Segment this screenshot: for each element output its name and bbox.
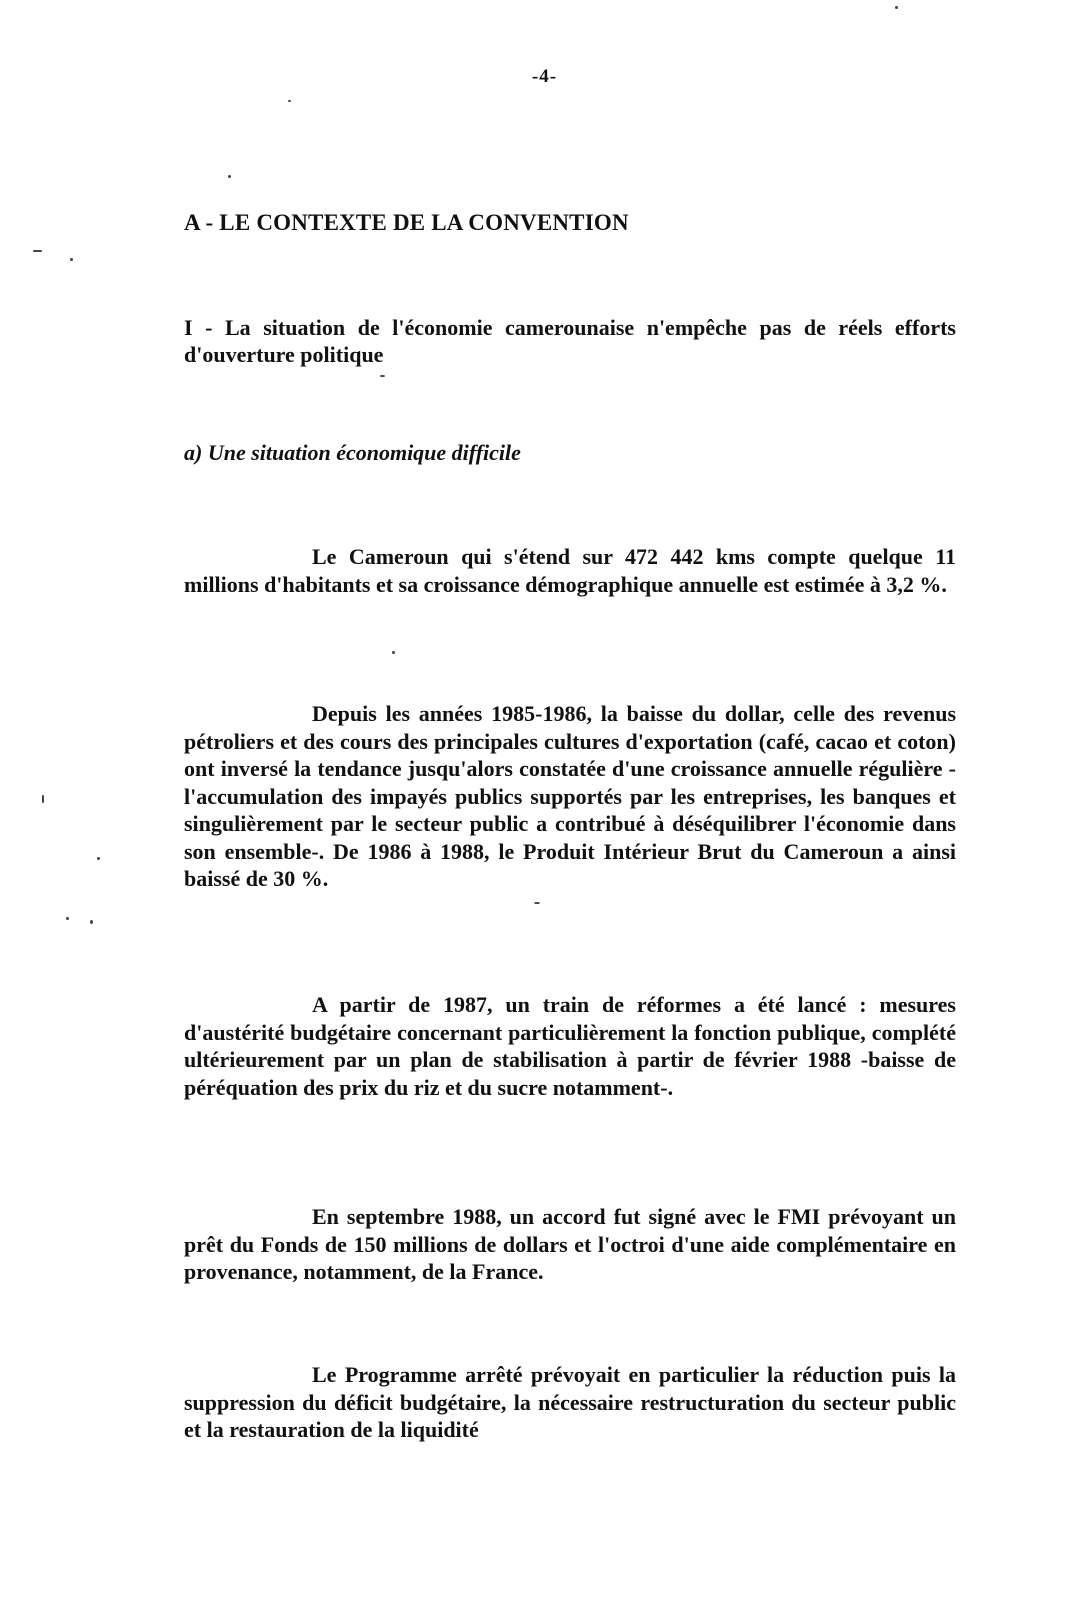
- page-number: -4-: [531, 66, 558, 87]
- section-title: A - LE CONTEXTE DE LA CONVENTION: [184, 210, 629, 235]
- scan-speck: [70, 258, 73, 261]
- subsection-title: I - La situation de l'économie camerounaise n'empêche pas de réels efforts d'ouverture politique: [184, 315, 956, 367]
- scan-speck: [42, 795, 44, 803]
- scan-speck: [97, 857, 100, 860]
- scan-speck: [392, 651, 395, 654]
- paragraph-imf-agreement: En septembre 1988, un accord fut signé avec le FMI prévoyant un prêt du Fonds de 150 millions de dollars et l'octroi d'une aide complémentaire en provenance, notamment, de la France.: [184, 1204, 956, 1284]
- scan-speck: [380, 375, 385, 377]
- scan-speck: [288, 100, 291, 102]
- scan-speck: [534, 902, 540, 904]
- scan-speck: [228, 175, 231, 178]
- scan-speck: [90, 920, 93, 924]
- paragraph-programme: Le Programme arrêté prévoyait en particulier la réduction puis la suppression du déficit budgétaire, la nécessaire restructuration du secteur public et la restauration de la liquidité: [184, 1362, 956, 1442]
- paragraph-economic-decline: Depuis les années 1985-1986, la baisse du dollar, celle des revenus pétroliers et des cours des principales cultures d'exportation (café, cacao et coton) ont inversé la tendance jusqu'alors constatée d'une croissance annuelle régulière -l'accumulation des impayés publics supportés par les entreprises, les banques et singulièrement par le secteur public a contribué à déséquilibrer l'économie dans son ensemble-. De 1986 à 1988, le Produit Intérieur Brut du Cameroun a ainsi baissé de 30 %.: [184, 701, 956, 891]
- scan-speck: [33, 250, 42, 252]
- paragraph-reforms: A partir de 1987, un train de réformes a été lancé : mesures d'austérité budgétaire concernant particulièrement la fonction publique, complété ultérieurement par un plan de stabilisation à partir de février 1988 -baisse de péréquation des prix du riz et du sucre notamment-.: [184, 992, 956, 1100]
- scan-speck: [895, 6, 898, 9]
- scan-speck: [66, 917, 69, 920]
- subsubsection-title: a) Une situation économique difficile: [184, 440, 521, 465]
- paragraph-population: Le Cameroun qui s'étend sur 472 442 kms compte quelque 11 millions d'habitants et sa croissance démographique annuelle est estimée à 3,2 %.: [184, 544, 956, 597]
